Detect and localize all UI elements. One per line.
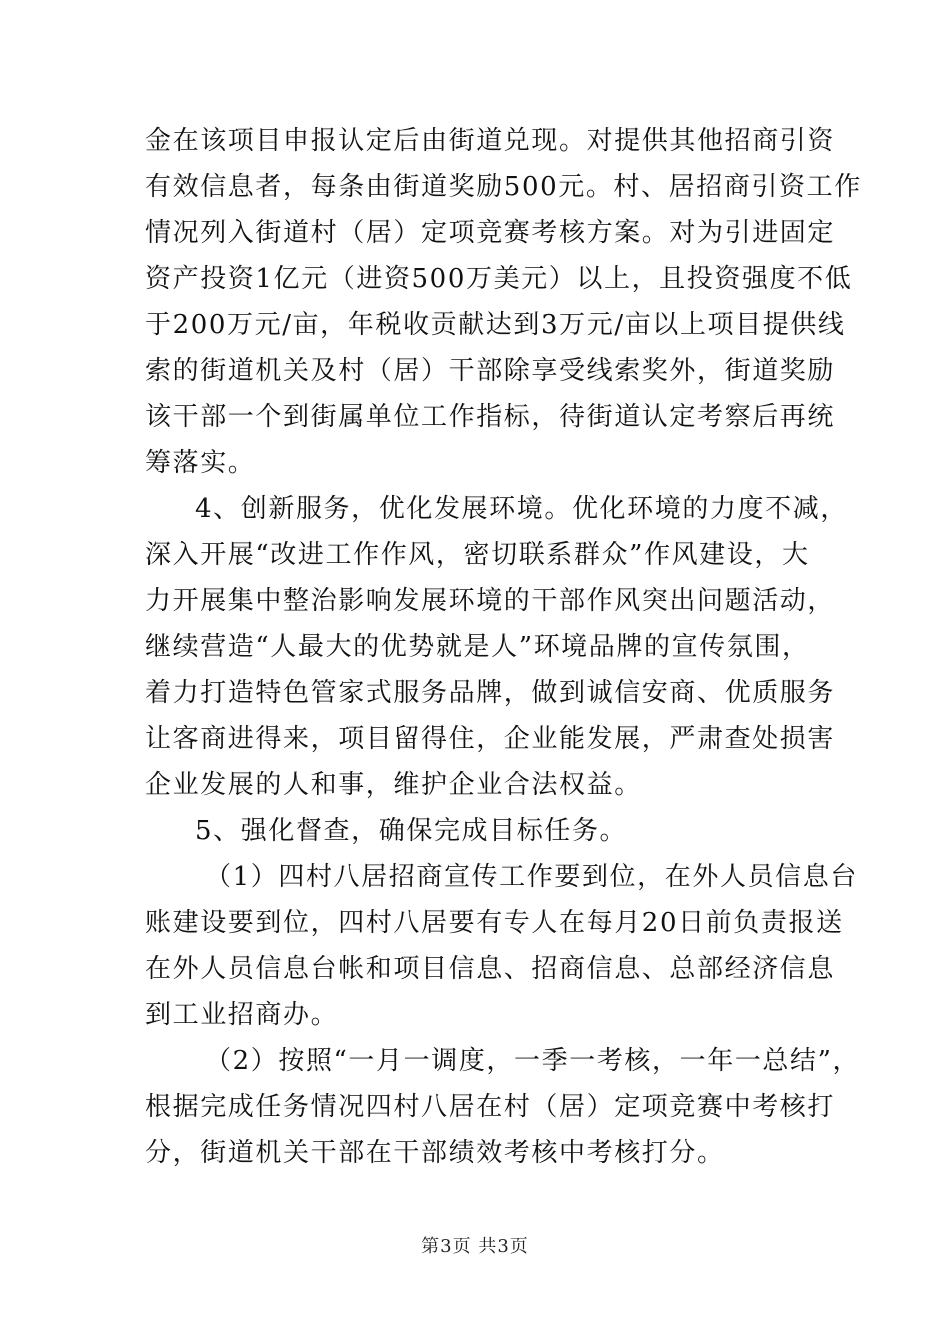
body-line: 有效信息者，每条由街道奖励500元。村、居招商引资工作 — [145, 172, 862, 202]
body-line: 深入开展“改进工作作风，密切联系群众”作风建设，大 — [145, 540, 810, 570]
body-line: 账建设要到位，四村八居要有专人在每月20日前负责报送 — [145, 908, 844, 938]
body-line: 力开展集中整治影响发展环境的干部作风突出问题活动， — [145, 586, 836, 616]
body-line: 让客商进得来，项目留得住，企业能发展，严肃查处损害 — [145, 724, 836, 754]
body-line: 筹落实。 — [145, 448, 256, 478]
body-line: 于200万元/亩，年税收贡献达到3万元/亩以上项目提供线 — [145, 310, 846, 340]
body-line: 企业发展的人和事，维护企业合法权益。 — [145, 770, 642, 800]
body-line: 金在该项目申报认定后由街道兑现。对提供其他招商引资 — [145, 126, 836, 156]
body-line: 分，街道机关干部在干部绩效考核中考核打分。 — [145, 1138, 725, 1168]
item-2-line: （2）按照“一月一调度，一季一考核，一年一总结”， — [205, 1046, 861, 1076]
body-line: 根据完成任务情况四村八居在村（居）定项竞赛中考核打 — [145, 1092, 836, 1122]
body-line: 着力打造特色管家式服务品牌，做到诚信安商、优质服务 — [145, 678, 836, 708]
body-line: 在外人员信息台帐和项目信息、招商信息、总部经济信息 — [145, 954, 836, 984]
paragraph-4-heading: 4、创新服务，优化发展环境。优化环境的力度不减， — [195, 494, 848, 524]
body-line: 资产投资1亿元（进资500万美元）以上，且投资强度不低 — [145, 264, 853, 294]
body-line: 该干部一个到街属单位工作指标，待街道认定考察后再统 — [145, 402, 836, 432]
body-line: 到工业招商办。 — [145, 1000, 339, 1030]
body-line: 情况列入街道村（居）定项竞赛考核方案。对为引进固定 — [145, 218, 836, 248]
page-footer: 第3页 共3页 — [421, 1236, 529, 1257]
paragraph-5-heading: 5、强化督查，确保完成目标任务。 — [195, 816, 628, 846]
body-line: 索的街道机关及村（居）干部除享受线索奖外，街道奖励 — [145, 356, 836, 386]
body-line: 继续营造“人最大的优势就是人”环境品牌的宣传氛围， — [145, 632, 810, 662]
item-1-line: （1）四村八居招商宣传工作要到位，在外人员信息台 — [205, 862, 858, 892]
